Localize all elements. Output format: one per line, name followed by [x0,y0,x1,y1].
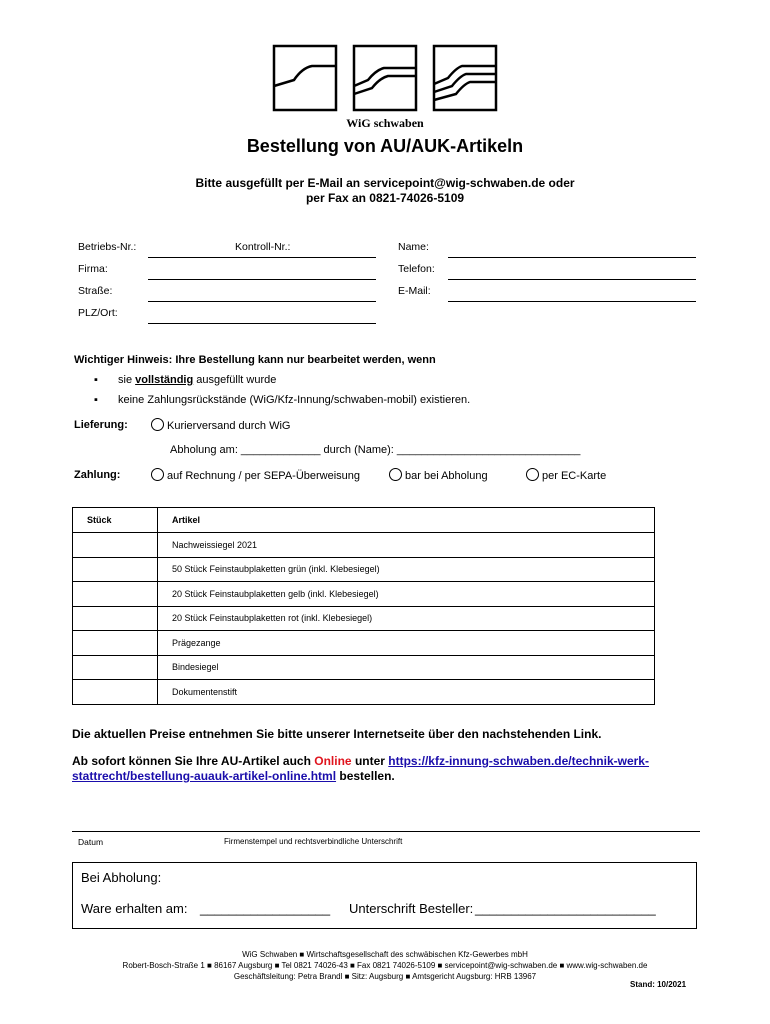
artikel-table [72,507,655,705]
lieferung-label: Lieferung: [74,419,128,431]
header-stueck: Stück [73,508,158,533]
unterschrift-besteller-label: Unterschrift Besteller: [349,901,474,916]
artikel-cell: 20 Stück Feinstaubplaketten rot (inkl. Klebesiegel) [158,606,655,631]
artikel-cell: Bindesiegel [158,655,655,680]
email-label: E-Mail: [398,285,431,297]
footer-line-1: WiG Schwaben ■ Wirtschaftsgesellschaft des schwäbischen Kfz-Gewerbes mbH [242,950,528,959]
table-row [73,606,655,631]
table-row [73,655,655,680]
abholung-box-title: Bei Abholung: [81,870,162,885]
radio-icon[interactable] [389,468,402,481]
artikel-cell: Nachweissiegel 2021 [158,533,655,558]
zahlung-option-ec[interactable]: per EC-Karte [526,468,606,482]
artikel-cell: 50 Stück Feinstaubplaketten grün (inkl. Klebesiegel) [158,557,655,582]
logo-text: WiG schwaben [346,116,424,130]
stempel-line[interactable] [224,831,700,832]
table-row [73,631,655,656]
abholung-box [72,862,697,929]
preise-info: Die aktuellen Preise entnehmen Sie bitte unserer Internetseite über den nachstehenden Link. [72,727,602,741]
email-field[interactable] [448,301,696,302]
stueck-cell[interactable] [73,557,158,582]
stueck-cell[interactable] [73,680,158,705]
datum-line[interactable] [72,831,224,832]
radio-icon[interactable] [151,468,164,481]
order-link[interactable]: https://kfz-innung-schwaben.de/technik-werk- stattrecht/bestellung-auauk-artikel-online.html [72,754,649,783]
subtitle-line-2: per Fax an 0821-74026-5109 [305,191,465,205]
hinweis-item-1: sie vollständig ausgefüllt wurde [118,374,277,386]
betriebs-nr-label: Betriebs-Nr.: [78,241,137,253]
datum-label: Datum [78,837,104,847]
strasse-field[interactable] [148,301,376,302]
name-field[interactable] [448,257,696,258]
online-info: Ab sofort können Sie Ihre AU-Artikel auch Online unter https://kfz-innung-schwaben.de/technik-werk- stattrecht/bestellung-auauk-artikel-online.html bestellen. [72,754,649,783]
stueck-cell[interactable] [73,582,158,607]
table-row [73,582,655,607]
stueck-cell[interactable] [73,631,158,656]
ware-erhalten-field[interactable]: __________________ [200,901,331,916]
radio-icon[interactable] [151,418,164,431]
artikel-cell: Dokumentenstift [158,680,655,705]
artikel-cell: Prägezange [158,631,655,656]
lieferung-option-kurier[interactable]: Kurierversand durch WiG [151,418,291,432]
strasse-label: Straße: [78,285,113,297]
stempel-label: Firmenstempel und rechtsverbindliche Unterschrift [224,837,403,846]
table-row [73,557,655,582]
page-title: Bestellung von AU/AUK-Artikeln [246,136,524,156]
unterschrift-besteller-field[interactable]: _________________________ [475,901,656,916]
table-row [73,533,655,558]
firma-field[interactable] [148,279,376,280]
zahlung-label: Zahlung: [74,469,121,481]
footer-line-2: Robert-Bosch-Straße 1 ■ 86167 Augsburg ■ Tel 0821 74026-43 ■ Fax 0821 74026-5109 ■ servicepoint@wig-schwaben.de ■ www.wig-schwaben.de [122,961,648,970]
telefon-field[interactable] [448,279,696,280]
abholung-line: Abholung am: _____________ durch (Name): ______________________________ [170,444,581,456]
zahlung-option-bar[interactable]: bar bei Abholung [389,468,488,482]
hinweis-item-2: keine Zahlungsrückstände (WiG/Kfz-Innung/schwaben-mobil) existieren. [118,394,471,406]
header-artikel: Artikel [158,508,655,533]
kontroll-nr-label: Kontroll-Nr.: [235,241,291,253]
radio-icon[interactable] [526,468,539,481]
bullet-icon: ▪ [94,394,98,406]
table-header-row [73,508,655,533]
stueck-cell[interactable] [73,533,158,558]
stueck-cell[interactable] [73,606,158,631]
stueck-cell[interactable] [73,655,158,680]
hinweis-title: Wichtiger Hinweis: Ihre Bestellung kann nur bearbeitet werden, wenn [74,354,436,366]
artikel-cell: 20 Stück Feinstaubplaketten gelb (inkl. Klebesiegel) [158,582,655,607]
plz-ort-field[interactable] [148,323,376,324]
telefon-label: Telefon: [398,263,435,275]
online-word: Online [314,754,352,768]
zahlung-option-rechnung[interactable]: auf Rechnung / per SEPA-Überweisung [151,468,360,482]
plz-ort-label: PLZ/Ort: [78,307,118,319]
footer-line-3: Geschäftsleitung: Petra Brandl ■ Sitz: Augsburg ■ Amtsgericht Augsburg: HRB 13967 [233,972,537,981]
table-row [73,680,655,705]
betriebs-nr-field[interactable] [148,257,376,258]
ware-erhalten-label: Ware erhalten am: [81,901,188,916]
firma-label: Firma: [78,263,108,275]
subtitle-line-1: Bitte ausgefüllt per E-Mail an servicepoint@wig-schwaben.de oder [195,176,575,190]
name-label: Name: [398,241,429,253]
stand-date: Stand: 10/2021 [630,980,687,989]
bullet-icon: ▪ [94,374,98,386]
